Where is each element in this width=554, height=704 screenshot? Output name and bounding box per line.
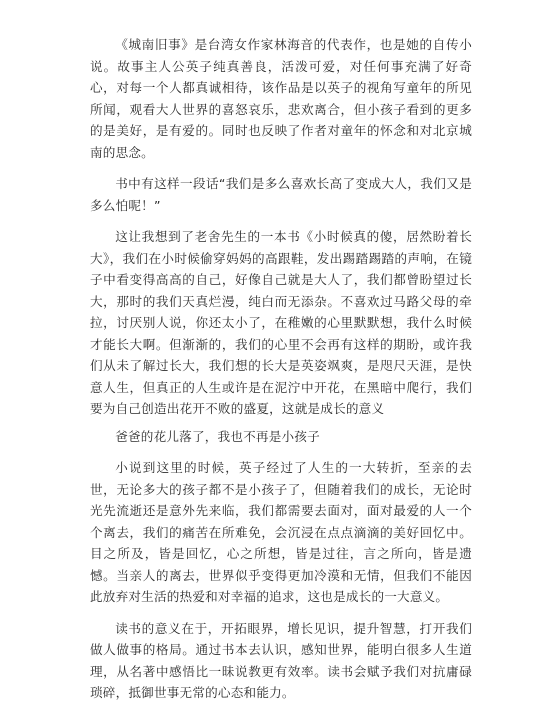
essay-body — [90, 34, 472, 704]
paragraph-growing-up: 这让我想到了老舍先生的一本书《小时候真的傻，居然盼着长大》，我们在小时候偷穿妈妈的高跟鞋，发出踢踏踢踏的声响，在镜子中看变得高高的自己，好像自己就是大人了，我们都曾盼望过长大，那时的我们天真烂漫，纯白而无添杂。不喜欢过马路父母的牵拉，讨厌别人说，你还太小了，在稚嫩的心里默默想，我什么时候才能长大啊。但渐渐的，我们的心里不会再有这样的期盼，或许我们从未了解过长大，我们想的长大是英姿飒爽，是咫尺天涯，是快意人生，但真正的人生或许是在泥泞中开花，在黑暗中爬行，我们要为自己创造出花开不败的盛夏，这就是成长的意义 — [90, 229, 472, 416]
paragraph-reading-meaning: 读书的意义在于，开拓眼界，增长见识，提升智慧，打开我们做人做事的格局。通过书本去认识，感知世界，能明白很多人生道理，从名著中感悟比一昧说教更有效率。读书会赋予我们对抗庸碌琐碎，抵御世事无常的心态和能力。 — [90, 620, 472, 700]
paragraph-quote: 书中有这样一段话“我们是多么喜欢长高了变成大人，我们又是多么怕呢！” — [90, 176, 472, 213]
paragraph-section-heading: 爸爸的花儿落了，我也不再是小孩子 — [115, 428, 320, 444]
paragraph-intro: 《城南旧事》是台湾女作家林海音的代表作，也是她的自传小说。故事主人公英子纯真善良，活泼可爱，对任何事充满了好奇心，对每一个人都真诚相待，该作品是以英子的视角写童年的所见所闻，观看大人世界的喜怒哀乐，悲欢离合，但小孩子看到的更多的是美好，是有爱的。同时也反映了作者对童年的怀念和对北京城南的思念。 — [90, 37, 472, 160]
paragraph-loss: 小说到这里的时候，英子经过了人生的一大转折，至亲的去世，无论多大的孩子都不是小孩子了，但随着我们的成长，无论时光先流逝还是意外先来临，我们都需要去面对，面对最爱的人一个个离去，我们的痛苦在所难免，会沉浸在点点滴滴的美好回忆中。目之所及，皆是回忆，心之所想，皆是过往，言之所向，皆是遗憾。当亲人的离去，世界似乎变得更加冷漠和无情，但我们不能因此放弃对生活的热爱和对幸福的追求，这也是成长的一大意义。 — [90, 460, 472, 604]
